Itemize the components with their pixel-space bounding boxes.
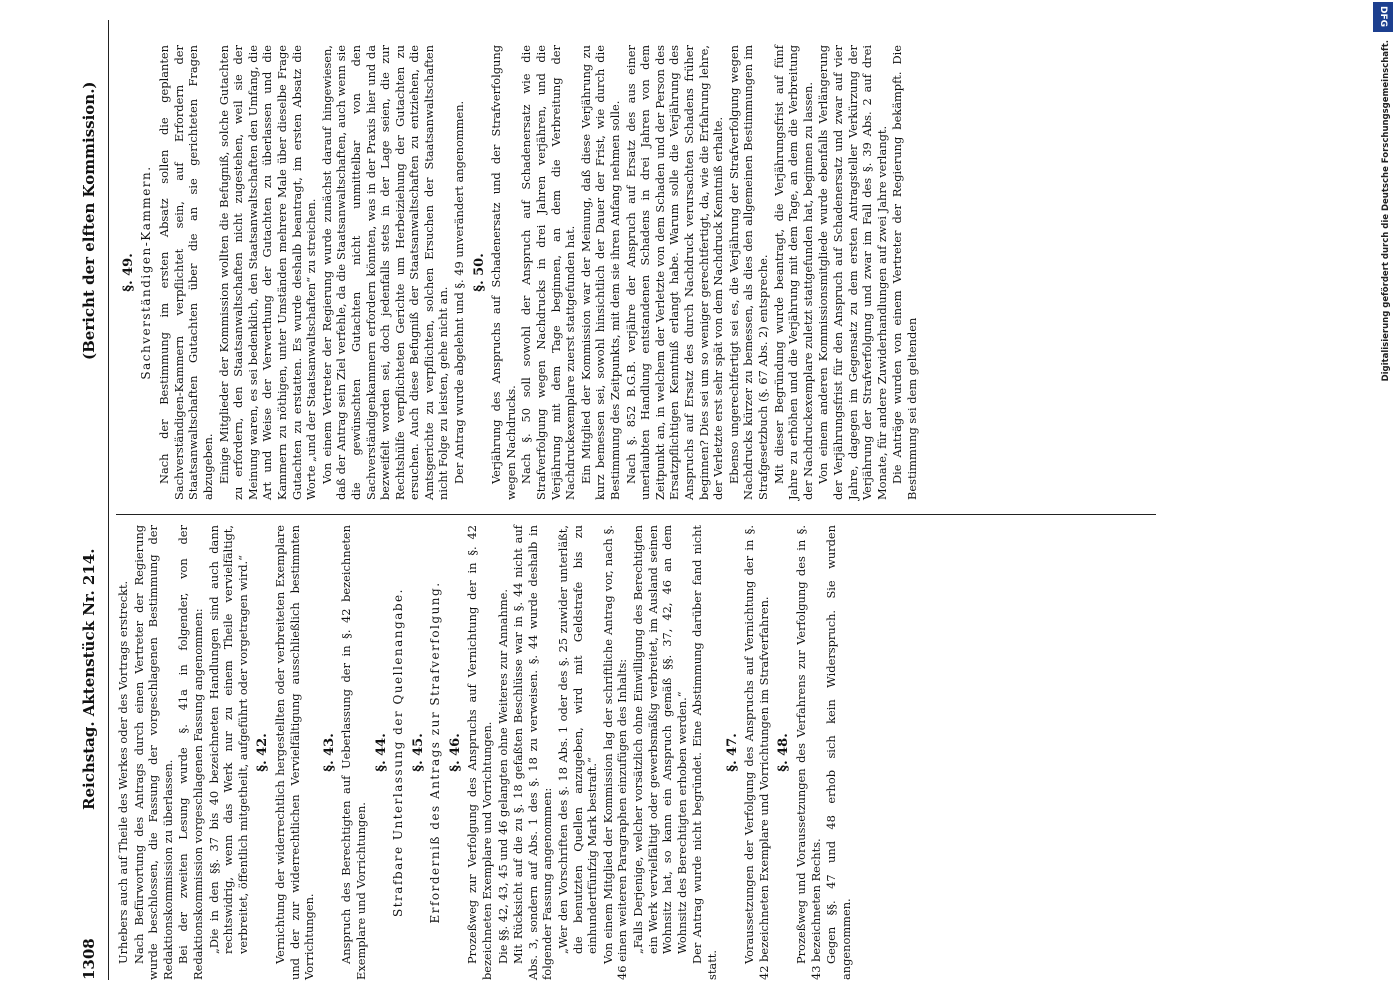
paragraph: Anspruch des Berechtigten auf Ueberlassung der in §. 42 bezeichneten Exemplare und Vorrichtungen. [339,525,368,980]
paragraph: Voraussetzungen der Verfolgung des Anspruchs auf Vernichtung der in §. 42 bezeichneten Exemplare und Vorrichtungen im Strafverfahren. [742,525,771,980]
paragraph: Die §§. 42, 43, 45 und 46 gelangten ohne Weiteres zur Annahme. [495,588,510,964]
paragraph: Prozeßweg zur Verfolgung des Anspruchs auf Vernichtung der in §. 42 bezeichneten Exemplare und Vorrichtungen. [465,525,495,980]
paragraph: Von einem Vertreter der Regierung wurde zunächst darauf hingewiesen, daß der Antrag sein Ziel verfehle, da die Staatsanwaltschaften, auch wenn sie die gewünschten Gutachten nicht unmittelbar von den Sachverständigenkammern erfordern könnten, was in der Praxis hier und da bezweifelt worden sei, doch jedenfalls stets in der Lage seien, die zur Rechtshülfe verpflichteten Gerichte um Herbeiziehung der Gutachten zu ersuchen. Auch diese Befugniß der Staatsanwaltschaften zu entziehen, die Amtsgerichte zu verpflichten, solchen Ersuchen der Staatsanwaltschaften nicht Folge zu leisten, gehe nicht an. [319,45,451,500]
paragraph: Nach Befürwortung des Antrags durch einen Vertreter der Regierung wurde beschlossen, die Fassung der vorgeschlagenen Bestimmung der Redaktionskommission zu überlassen. [131,525,175,980]
section-heading: §. 47. [724,733,740,772]
left-column [116,525,854,980]
dfg-logo: DFG [1373,2,1393,32]
section-heading: §. 44. [373,733,389,772]
paragraph: Urhebers auch auf Theile des Werkes oder des Vortrags erstreckt. [116,580,130,964]
document-title: Reichstag. Aktenstück Nr. 214. [80,548,98,810]
page-header [74,20,104,980]
section-heading: §. 48. [776,733,792,772]
paragraph: Verjährung des Anspruchs auf Schadenersatz und der Strafverfolgung wegen Nachdrucks. [489,45,518,500]
section-heading: §. 49. [121,253,136,292]
section-heading: §. 45. [410,733,426,772]
page-number: 1308 [80,938,98,980]
paragraph: Ein Mitglied der Kommission war der Meinung, daß diese Verjährung zu kurz bemessen sei, sowohl hinsichtlich der Dauer der Frist, wie durch die Bestimmung des Zeitpunkts, mit dem sie ihren Anfang nehmen solle. [578,45,622,500]
paragraph: Nach §. 852 B.G.B. verjähre der Anspruch auf Ersatz des aus einer unerlaubten Handlung entstandenen Schadens in drei Jahren von dem Zeitpunkt an, in welchem der Verletzte von dem Schaden und der Person des Ersatzpflichtigen Kenntniß erlangt habe. Warum solle die Verjährung des Anspruchs auf Ersatz des durch Nachdruck verursachten Schadens früher beginnen? Dies sei um so weniger gerechtfertigt, da, wie die Erfahrung lehre, der Verletzte erst sehr spät von dem Nachdruck Kenntniß erhalte. [623,45,726,500]
section-heading: §. 42. [255,733,271,772]
section-heading: §. 43. [321,733,337,772]
right-column [116,45,920,500]
report-title: (Bericht der elften Kommission.) [80,81,98,360]
section-subtitle: Erforderniß des Antrags zur Strafverfolgung. [428,581,443,924]
rotated-document [70,0,1350,1000]
section-heading: §. 46. [447,733,463,772]
quoted-provision: „Falls Derjenige, welcher vorsätzlich ohne Einwilligung des Berechtigten ein Werk vervielfältigt oder gewerbsmäßig verbreitet, im Ausland seinen Wohnsitz hat, so kann ein Anspruch gemäß §§. 37, 42, 46 an dem Wohnsitz des Berechtigten erhoben werden.“ [631,525,689,954]
paragraph: Bei der zweiten Lesung wurde §. 41a in folgender, von der Redaktionskommission vorgeschlagenen Fassung angenommen: [176,525,205,980]
section-subtitle: Strafbare Unterlassung der Quellenangabe. [391,588,406,917]
dfg-stamp-text: Digitalisierung gefördert durch die Deutsche Forschungsgemeinschaft. [1381,40,1391,382]
paragraph: Vernichtung der widerrechtlich hergestellten oder verbreiteten Exemplare und der zur widerrechtlichen Vervielfältigung ausschließlich bestimmten Vorrichtungen. [272,525,317,980]
paragraph: Mit dieser Begründung wurde beantragt, die Verjährungsfrist auf fünf Jahre zu erhöhen und die Verjährung mit dem Tage, an dem die Verbreitung der Nachdruckexemplare zuletzt stattgefunden hat, beginnen zu lassen. [771,45,815,500]
column-divider [116,514,1156,515]
paragraph: Die Anträge wurden von einem Vertreter der Regierung bekämpft. Die Bestimmung sei dem geltenden [890,45,919,500]
paragraph: Ebenso ungerechtfertigt sei es, die Verjährung der Strafverfolgung wegen Nachdrucks kürzer zu bemessen, als dies den allgemeinen Bestimmungen im Strafgesetzbuch (§. 67 Abs. 2) entspreche. [726,45,770,500]
paragraph: Nach §. 50 soll sowohl der Anspruch auf Schadenersatz wie die Strafverfolgung wegen Nachdrucks in drei Jahren verjähren, und die Verjährung mit dem Tage beginnen, an dem die Verbreitung der Nachdruckexemplare zuerst stattgefunden hat. [519,45,578,500]
paragraph: Einige Mitglieder der Kommission wollten die Befugniß, solche Gutachten zu erfordern, den Staatsanwaltschaften nicht zugestehen, weil sie der Meinung waren, es sei bedenklich, den Staatsanwaltschaften den Umfang, die Art und Weise der Verwerthung der Gutachten zu überlassen und die Kammern zu nöthigen, unter Umständen mehrere Male über dieselbe Frage Gutachten zu erstatten. Es wurde deshalb beantragt, im ersten Absatz die Worte „und der Staatsanwaltschaften“ zu streichen. [216,45,319,500]
quoted-provision: „Die in den §§. 37 bis 40 bezeichneten Handlungen sind auch dann rechtswidrig, wenn das Werk nur zu einem Theile vervielfältigt, verbreitet, öffentlich mitgetheilt, aufgeführt oder vorgetragen wird.“ [206,525,250,954]
section-heading: §. 50. [471,253,487,292]
paragraph: Prozeßweg und Voraussetzungen des Verfahrens zur Verfolgung des in §. 43 bezeichneten Rechts. [793,525,823,980]
section-subtitle: Sachverständigen-Kammern. [138,165,153,380]
dfg-stamp [1373,0,1395,1000]
header-rule [108,20,109,980]
quoted-provision: „Wer den Vorschriften des §. 18 Abs. 1 oder des §. 25 zuwider unterläßt, die benutzten Quellen anzugeben, wird mit Geldstrafe bis zu einhundertfünfzig Mark bestraft.“ [556,525,600,954]
paragraph: Gegen §§. 47 und 48 erhob sich kein Widerspruch. Sie wurden angenommen. [824,525,853,980]
paragraph: Mit Rücksicht auf die zu §. 18 gefaßten Beschlüsse war in §. 44 nicht auf Abs. 3, sondern auf Abs. 1 des §. 18 zu verweisen. §. 44 wurde deshalb in folgender Fassung angenommen: [511,525,555,980]
paragraph: Nach der Bestimmung im ersten Absatz sollen die geplanten Sachverständigen-Kammern verpflichtet sein, auf Erfordern der Staatsanwaltschaften Gutachten über die an sie gerichteten Fragen abzugeben. [157,45,215,500]
paragraph: Der Antrag wurde nicht begründet. Eine Abstimmung darüber fand nicht statt. [690,525,719,980]
paragraph: Von einem Mitglied der Kommission lag der schriftliche Antrag vor, nach §. 46 einen weiteren Paragraphen einzufügen des Inhalts: [600,525,630,980]
paragraph: Von einem anderen Kommissionsmitgliede wurde ebenfalls Verlängerung der Verjährungsfrist für den Anspruch auf Schadenersatz und zwar auf vier Jahre, dagegen im Gegensatz zu dem ersten Antragsteller Verkürzung der Verjährung der Strafverfolgung und zwar im Fall des §. 39 Abs. 2 auf drei Monate, für andere Zuwiderhandlungen auf zwei Jahre verlangt. [816,45,889,500]
paragraph: Der Antrag wurde abgelehnt und §. 49 unverändert angenommen. [452,100,467,484]
